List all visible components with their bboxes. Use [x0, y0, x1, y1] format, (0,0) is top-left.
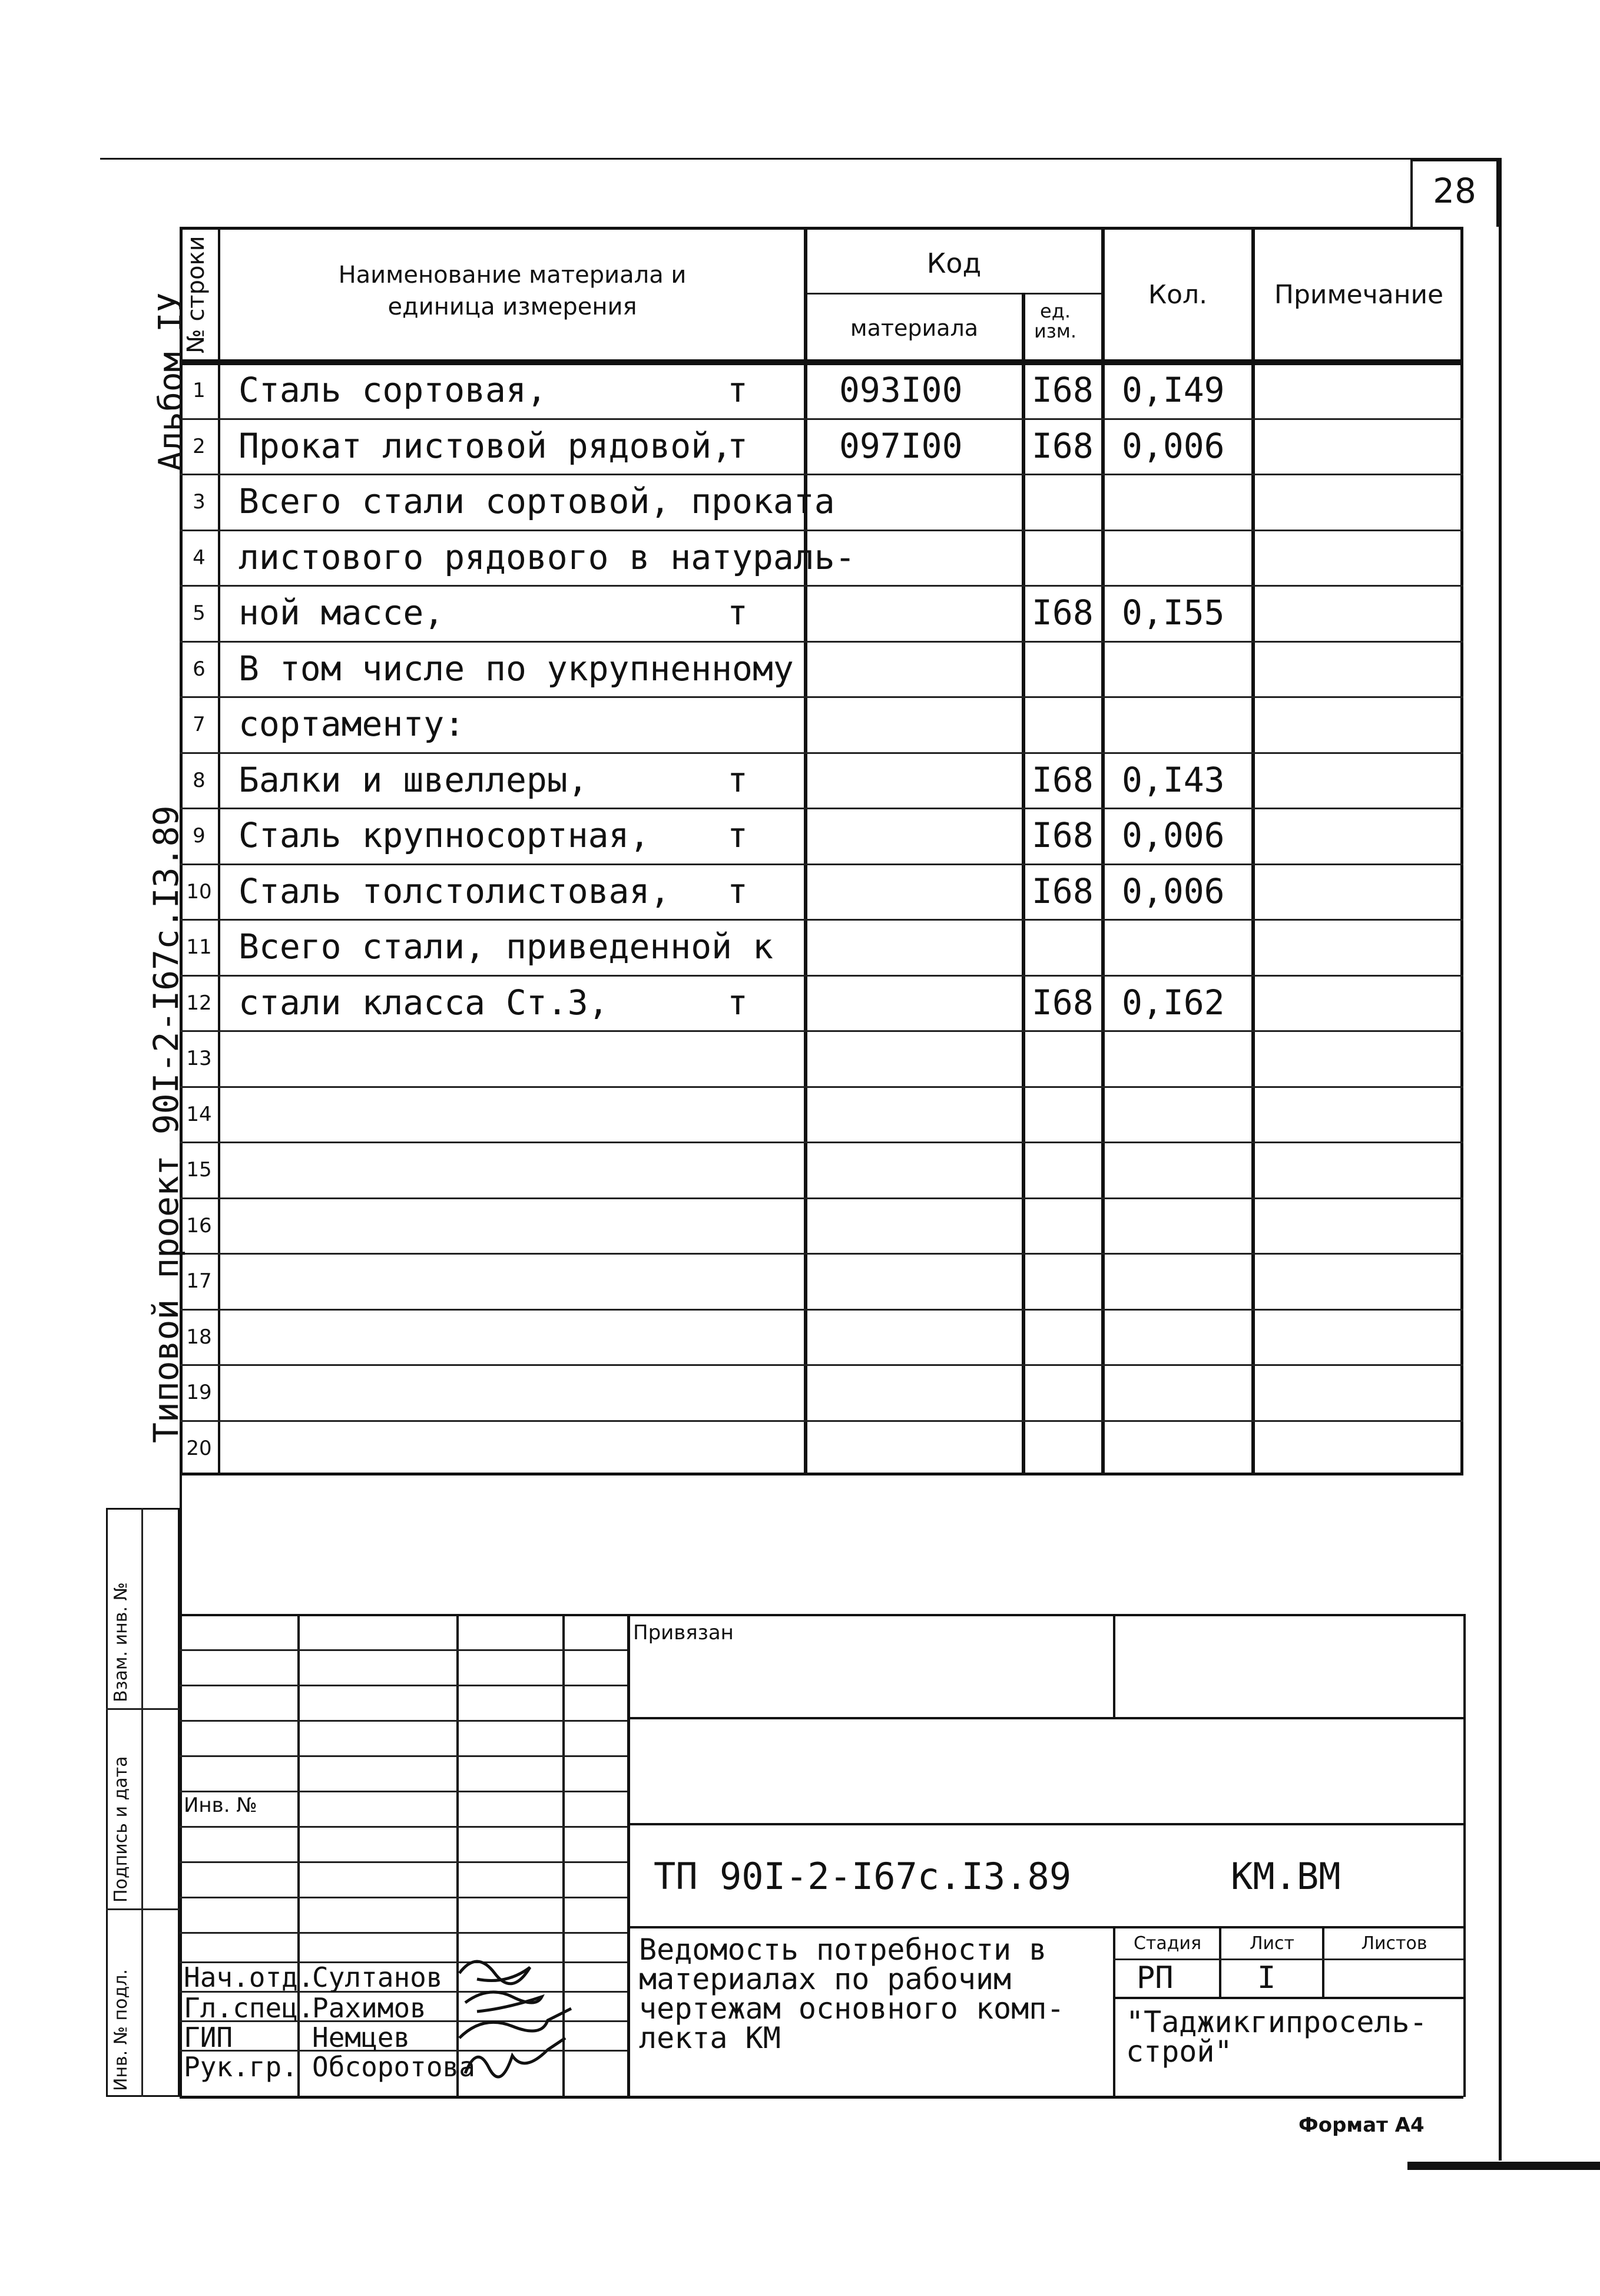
row-number: 14 — [186, 1103, 212, 1126]
code-row-top — [627, 1823, 1463, 1825]
row-number: 17 — [186, 1269, 212, 1293]
row-quantity: 0,I49 — [1122, 370, 1225, 410]
col-line-unit — [1101, 227, 1105, 1475]
doc-title-line-1: Ведомость потребности в — [639, 1933, 1047, 1967]
row-number: 20 — [186, 1437, 212, 1460]
row-number: 6 — [193, 657, 206, 681]
sheet-value: I — [1257, 1960, 1276, 1996]
row-line — [218, 1197, 1463, 1199]
row-quantity: 0,I55 — [1122, 593, 1225, 633]
doc-title-line-3: чертежам основного комп- — [639, 1991, 1065, 2026]
row-name: В том числе по укрупненному — [238, 649, 794, 689]
row-line — [218, 1253, 1463, 1255]
row-unit-abbr: т — [727, 593, 748, 633]
organization — [1126, 2005, 1427, 2069]
signature-grid-line — [180, 1861, 627, 1863]
row-line — [218, 919, 1463, 921]
signer-role: Рук.гр. — [184, 2051, 298, 2083]
rownum-line — [180, 752, 218, 754]
row-line — [218, 696, 1463, 698]
row-number: 19 — [186, 1381, 212, 1404]
signature-1 — [459, 1961, 530, 1984]
row-line — [218, 1364, 1463, 1366]
title-block-bottom — [180, 2096, 1463, 2099]
signer-name: Обсоротова — [312, 2051, 475, 2083]
row-number: 12 — [186, 991, 212, 1015]
row-number: 7 — [193, 713, 206, 736]
header-name: Наименование материала и единица измерения — [338, 262, 687, 320]
row-line — [218, 530, 1463, 531]
signature-scribbles — [448, 1950, 601, 2103]
row-quantity: 0,006 — [1122, 815, 1225, 855]
row-unit-abbr: т — [727, 370, 748, 410]
stage-label: Стадия — [1133, 1933, 1202, 1954]
row-line — [218, 1420, 1463, 1422]
row-line — [218, 864, 1463, 865]
title-block-top — [180, 1614, 1463, 1616]
rownum-line — [180, 585, 218, 587]
row-number: 11 — [186, 935, 212, 959]
sheet-top-line — [100, 158, 1502, 160]
rownum-line — [180, 474, 218, 475]
row-name: ной массе, — [238, 593, 445, 633]
row-name: сортаменту: — [238, 704, 465, 744]
header-row-no: № строки — [183, 236, 210, 353]
row-quantity: 0,I62 — [1122, 982, 1225, 1023]
signature-grid-line — [180, 1755, 627, 1757]
stage-bottom-line — [1113, 1997, 1463, 1999]
row-line — [218, 975, 1463, 977]
row-unit-abbr: т — [727, 815, 748, 855]
signer-role: Нач.отд. — [184, 1961, 314, 1993]
row-number: 10 — [186, 880, 212, 904]
signature-grid-line — [180, 1791, 627, 1792]
row-number: 18 — [186, 1325, 212, 1349]
row-line — [218, 808, 1463, 809]
signer-name: Немцев — [312, 2022, 410, 2053]
row-name: Сталь сортовая, — [238, 370, 547, 410]
sig-col-1 — [297, 1614, 300, 2097]
row-name: Сталь толстолистовая, — [238, 871, 671, 911]
signature-3 — [459, 2009, 571, 2038]
row-number: 3 — [193, 490, 206, 514]
sheet-label: Лист — [1249, 1933, 1295, 1954]
stamp-field-2: Подпись и дата — [111, 1756, 131, 1903]
header-unit: ед. изм. — [1033, 300, 1077, 342]
rownum-line — [180, 530, 218, 531]
stage-box-left — [1113, 1926, 1115, 2097]
header-code: Код — [926, 247, 982, 279]
signer-name: Рахимов — [312, 1992, 426, 2024]
doc-mark: КМ.ВМ — [1231, 1855, 1341, 1898]
row-number: 5 — [193, 601, 206, 625]
row-unit-code: I68 — [1032, 370, 1094, 410]
row-line — [218, 418, 1463, 420]
sig-col-4 — [627, 1614, 630, 2097]
header-bottom-line — [180, 359, 1463, 365]
row-line — [218, 474, 1463, 475]
row-number: 8 — [193, 769, 206, 792]
row-number: 9 — [193, 824, 206, 848]
row-number: 15 — [186, 1158, 212, 1182]
col-line-qty — [1251, 227, 1255, 1475]
signer-role: ГИП — [184, 2022, 233, 2053]
row-line — [218, 585, 1463, 587]
row-name: Всего стали сортовой, проката — [238, 481, 835, 521]
row-unit-abbr: т — [727, 760, 748, 800]
signature-grid-line — [180, 1720, 627, 1722]
row-line — [218, 1030, 1463, 1032]
signature-grid-line — [180, 1649, 627, 1651]
row-unit-code: I68 — [1032, 815, 1094, 855]
row-number: 13 — [186, 1047, 212, 1070]
row-unit-abbr: т — [727, 871, 748, 911]
row-line — [218, 1309, 1463, 1311]
left-margin-line — [180, 1475, 182, 2097]
row-unit-abbr: т — [727, 426, 748, 466]
row-unit-code: I68 — [1032, 426, 1094, 466]
signature-2 — [465, 1992, 542, 2012]
row-name: Балки и швеллеры, — [238, 760, 588, 800]
sheets-label: Листов — [1361, 1933, 1427, 1954]
title-block-right — [1463, 1614, 1466, 2097]
row-line — [218, 641, 1463, 643]
row-number: 4 — [193, 546, 206, 570]
stamp-field-3: Взам. инв. № — [111, 1582, 131, 1702]
row-line — [218, 752, 1463, 754]
stage-col-2 — [1219, 1926, 1221, 1997]
row-name: Сталь крупносортная, — [238, 815, 650, 855]
row-quantity: 0,006 — [1122, 426, 1225, 466]
stage-col-3 — [1322, 1926, 1324, 1997]
album-label: Альбом IУ — [152, 292, 190, 471]
signature-4 — [465, 2038, 565, 2077]
row-unit-code: I68 — [1032, 593, 1094, 633]
organization-line-2: строй" — [1126, 2034, 1233, 2069]
row-unit-code: I68 — [1032, 760, 1094, 800]
signature-grid-line — [180, 1685, 627, 1686]
signature-grid-line — [180, 1897, 627, 1898]
row-name: стали класса Ст.3, — [238, 982, 609, 1023]
rownum-line — [180, 641, 218, 643]
row-unit-code: I68 — [1032, 982, 1094, 1023]
col-line-name — [804, 227, 807, 1475]
row-quantity: 0,I43 — [1122, 760, 1225, 800]
row-line — [218, 1142, 1463, 1143]
row-number: 16 — [186, 1214, 212, 1238]
stamp-strip-split-1 — [106, 1708, 180, 1710]
project-label: Типовой проект 90I-2-I67с.I3.89 — [146, 805, 186, 1443]
row-line — [218, 1086, 1463, 1088]
code-sub-split — [804, 293, 1101, 295]
code-row-bottom — [627, 1926, 1463, 1928]
sheet-bottom-band — [1407, 2162, 1600, 2170]
row-number: 2 — [193, 435, 206, 458]
row-unit-code: I68 — [1032, 871, 1094, 911]
doc-code: ТП 90I-2-I67с.I3.89 — [654, 1855, 1072, 1898]
header-note: Примечание — [1274, 280, 1444, 310]
privyazan-label: Привязан — [633, 1621, 734, 1645]
stamp-strip-divider — [141, 1508, 143, 2097]
col-line-material — [1022, 293, 1025, 1475]
organization-line-1: "Таджикгипросель- — [1126, 2005, 1427, 2039]
rownum-line — [180, 696, 218, 698]
stamp-strip-split-2 — [106, 1908, 180, 1910]
signer-name: Султанов — [312, 1961, 443, 1993]
doc-title-line-2: материалах по рабочим — [639, 1962, 1012, 1996]
privyazan-split — [1113, 1614, 1115, 1717]
row-material-code: 097I00 — [839, 426, 963, 466]
stamp-field-1: Инв. № подл. — [111, 1969, 131, 2091]
row-name: листового рядового в натураль- — [238, 537, 856, 577]
col-line-rownum — [218, 227, 220, 1475]
row-material-code: 093I00 — [839, 370, 963, 410]
signature-grid-line — [180, 1932, 627, 1934]
page-number: 28 — [1433, 171, 1476, 211]
signer-role: Гл.спец. — [184, 1992, 314, 2024]
row-number: 1 — [193, 379, 206, 402]
row-quantity: 0,006 — [1122, 871, 1225, 911]
stage-value: РП — [1137, 1960, 1174, 1996]
format-label: Формат А4 — [1298, 2113, 1425, 2137]
header-material: материала — [850, 315, 979, 341]
privyazan-bottom — [627, 1717, 1463, 1719]
row-name: Прокат листовой рядовой, — [238, 426, 733, 466]
doc-title-line-4: лекта КМ — [639, 2021, 781, 2055]
sheet-right-line — [1499, 158, 1502, 2161]
signature-grid-line — [180, 1826, 627, 1828]
doc-title — [639, 1935, 1064, 2053]
row-unit-abbr: т — [727, 982, 748, 1023]
row-name: Всего стали, приведенной к — [238, 927, 773, 967]
header-qty: Кол. — [1148, 280, 1208, 310]
inv-no-label: Инв. № — [184, 1794, 257, 1817]
